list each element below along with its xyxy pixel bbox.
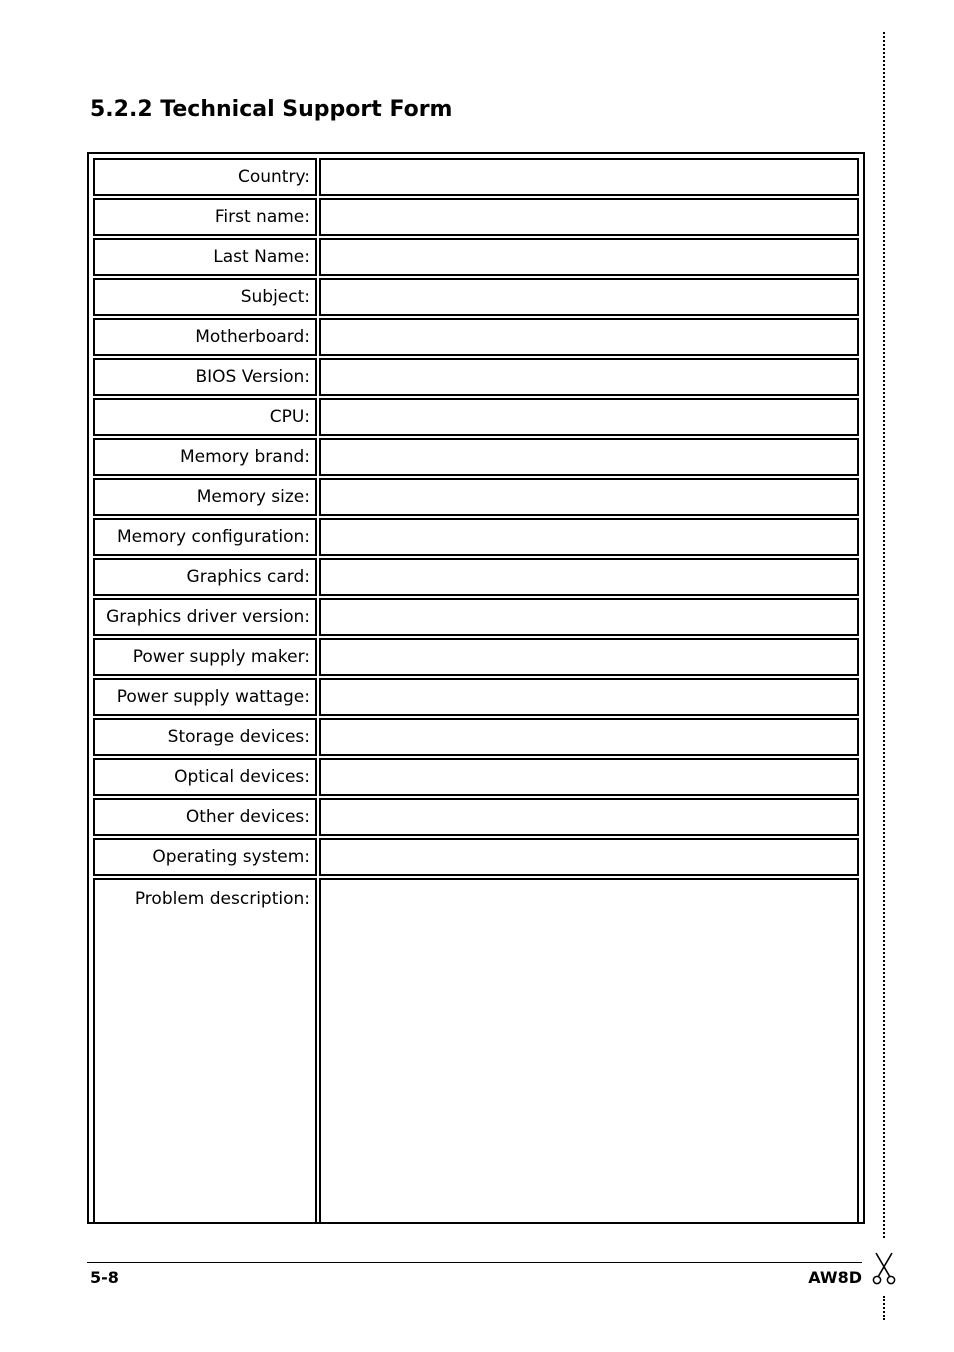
field-label: Problem description: xyxy=(93,878,317,1224)
cpu-field[interactable] xyxy=(319,398,859,436)
subject-field[interactable] xyxy=(319,278,859,316)
page-title: 5.2.2 Technical Support Form xyxy=(90,97,453,122)
footer-divider xyxy=(87,1262,862,1263)
field-label: Graphics driver version: xyxy=(93,598,317,636)
form-row-power-supply-wattage xyxy=(93,678,859,716)
other-devices-field[interactable] xyxy=(319,798,859,836)
form-row-memory-size xyxy=(93,478,859,516)
field-label: Graphics card: xyxy=(93,558,317,596)
form-row-operating-system xyxy=(93,838,859,876)
bios-version-field[interactable] xyxy=(319,358,859,396)
field-label: Other devices: xyxy=(93,798,317,836)
first-name-field[interactable] xyxy=(319,198,859,236)
cut-line xyxy=(883,1296,885,1320)
form-row-bios-version xyxy=(93,358,859,396)
field-label: Memory brand: xyxy=(93,438,317,476)
form-row-graphics-driver-version xyxy=(93,598,859,636)
form-row-motherboard xyxy=(93,318,859,356)
field-label: Motherboard: xyxy=(93,318,317,356)
field-label: Memory configuration: xyxy=(93,518,317,556)
form-table xyxy=(91,156,861,1226)
power-supply-wattage-field[interactable] xyxy=(319,678,859,716)
model-name: AW8D xyxy=(808,1268,862,1287)
memory-configuration-field[interactable] xyxy=(319,518,859,556)
field-label: BIOS Version: xyxy=(93,358,317,396)
form-row-graphics-card xyxy=(93,558,859,596)
memory-size-field[interactable] xyxy=(319,478,859,516)
last-name-field[interactable] xyxy=(319,238,859,276)
form-row-optical-devices xyxy=(93,758,859,796)
form-row-memory-configuration xyxy=(93,518,859,556)
memory-brand-field[interactable] xyxy=(319,438,859,476)
form-row-other-devices xyxy=(93,798,859,836)
form-row-memory-brand xyxy=(93,438,859,476)
field-label: Power supply maker: xyxy=(93,638,317,676)
storage-devices-field[interactable] xyxy=(319,718,859,756)
field-label: CPU: xyxy=(93,398,317,436)
power-supply-maker-field[interactable] xyxy=(319,638,859,676)
field-label: Last Name: xyxy=(93,238,317,276)
form-row-last-name xyxy=(93,238,859,276)
form-row-subject xyxy=(93,278,859,316)
operating-system-field[interactable] xyxy=(319,838,859,876)
form-row-problem-description xyxy=(93,878,859,1224)
field-label: Power supply wattage: xyxy=(93,678,317,716)
form-row-cpu xyxy=(93,398,859,436)
optical-devices-field[interactable] xyxy=(319,758,859,796)
graphics-card-field[interactable] xyxy=(319,558,859,596)
page-number: 5-8 xyxy=(90,1268,119,1287)
form-row-storage-devices xyxy=(93,718,859,756)
graphics-driver-version-field[interactable] xyxy=(319,598,859,636)
field-label: Optical devices: xyxy=(93,758,317,796)
motherboard-field[interactable] xyxy=(319,318,859,356)
scissors-icon xyxy=(870,1250,898,1286)
field-label: First name: xyxy=(93,198,317,236)
field-label: Subject: xyxy=(93,278,317,316)
country-field[interactable] xyxy=(319,158,859,196)
technical-support-form xyxy=(87,152,865,1224)
field-label: Storage devices: xyxy=(93,718,317,756)
form-row-country xyxy=(93,158,859,196)
problem-description-field[interactable] xyxy=(319,878,859,1224)
field-label: Country: xyxy=(93,158,317,196)
field-label: Memory size: xyxy=(93,478,317,516)
form-row-power-supply-maker xyxy=(93,638,859,676)
cut-line xyxy=(883,32,885,1238)
field-label: Operating system: xyxy=(93,838,317,876)
form-row-first-name xyxy=(93,198,859,236)
